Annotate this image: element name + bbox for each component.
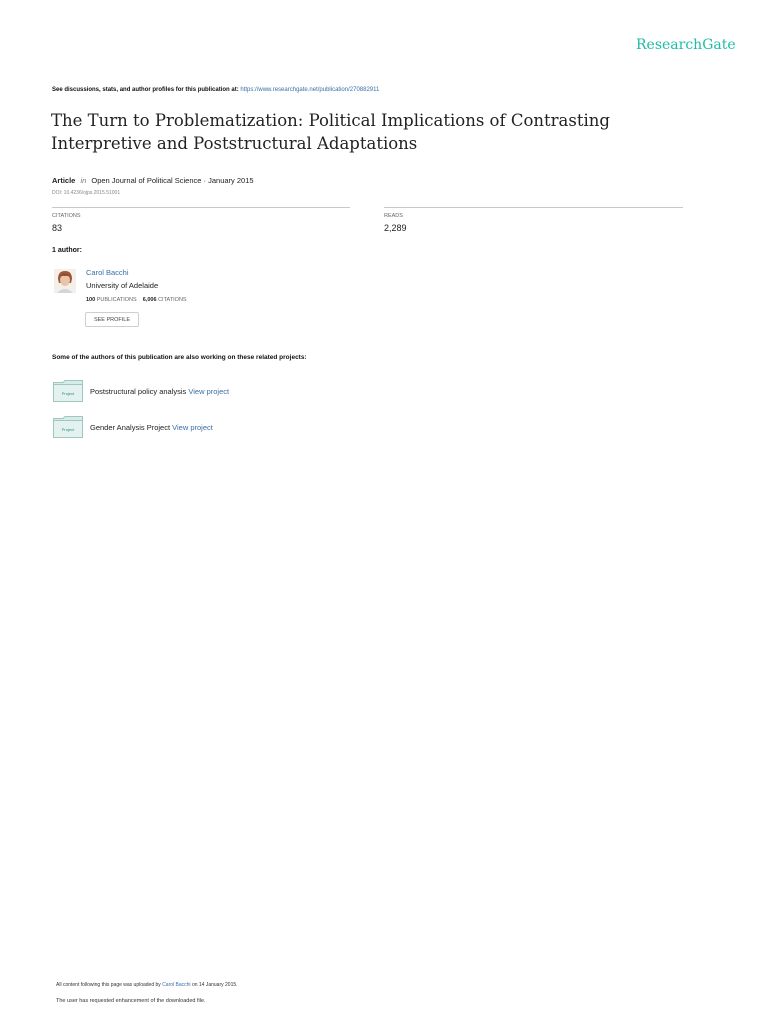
- project-title: Gender Analysis Project: [90, 423, 171, 432]
- upload-date: on 14 January 2015.: [191, 982, 238, 988]
- authors-heading: 1 author:: [52, 247, 82, 254]
- researchgate-logo[interactable]: ResearchGate: [636, 37, 736, 53]
- doi: DOI: 10.4236/ojps.2015.51001: [52, 190, 121, 196]
- view-project-link[interactable]: View project: [188, 387, 230, 396]
- view-project-link[interactable]: View project: [172, 423, 213, 432]
- citations-count: 83: [52, 223, 63, 233]
- upload-notice: [56, 982, 238, 988]
- upload-prefix: All content following this page was uploaded by: [56, 982, 161, 988]
- discussion-text: See discussions, stats, and author profiles for this publication at:: [52, 87, 239, 93]
- project-folder-icon[interactable]: [53, 380, 83, 407]
- project-icon-label: Project: [61, 391, 75, 396]
- citations-label: CITATIONS: [52, 213, 81, 219]
- related-projects-heading: Some of the authors of this publication are also working on these related projects:: [52, 354, 307, 361]
- project-icon-label: Project: [61, 427, 75, 432]
- enhancement-note: The user has requested enhancement of the downloaded file.: [56, 998, 206, 1004]
- reads-divider: [384, 207, 683, 208]
- uploader-link[interactable]: Carol Bacchi: [162, 982, 191, 988]
- article-type: Article: [52, 176, 76, 185]
- article-meta: [52, 176, 254, 185]
- avatar-icon: [54, 269, 76, 293]
- project-folder-icon[interactable]: [53, 416, 83, 443]
- project-item: [90, 423, 213, 432]
- citations-divider: [52, 207, 350, 208]
- article-in: in: [80, 176, 87, 185]
- journal-date: Open Journal of Political Science · January 2015: [91, 176, 254, 185]
- author-citations-label: CITATIONS: [158, 297, 187, 303]
- project-item: [90, 387, 229, 396]
- author-publications-count: 100: [86, 297, 96, 303]
- author-name-link[interactable]: Carol Bacchi: [86, 268, 129, 277]
- publication-url-link[interactable]: https://www.researchgate.net/publication/270882911: [240, 87, 380, 93]
- author-publications-label: PUBLICATIONS: [96, 297, 137, 303]
- see-profile-button[interactable]: SEE PROFILE: [85, 312, 139, 327]
- discussion-notice: [52, 87, 379, 93]
- reads-label: READS: [384, 213, 403, 219]
- author-avatar[interactable]: [54, 269, 76, 293]
- project-title: Poststructural policy analysis: [90, 387, 187, 396]
- page-title: The Turn to Problematization: Political Implications of Contrasting Interpretive and Poststructural Adaptations: [51, 111, 610, 153]
- author-institution: University of Adelaide: [86, 281, 159, 290]
- reads-count: 2,289: [384, 223, 407, 233]
- author-stats: [86, 297, 187, 303]
- author-citations-count: 6,006: [142, 297, 157, 303]
